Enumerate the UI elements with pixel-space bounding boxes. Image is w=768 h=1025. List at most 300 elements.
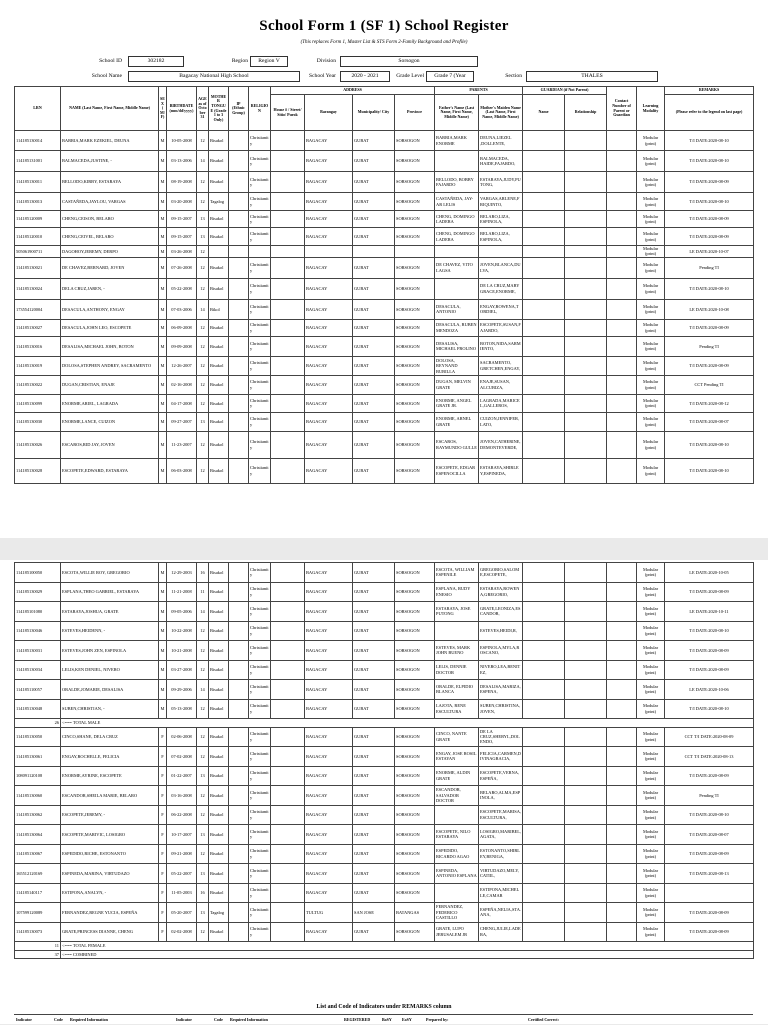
cell-learning-modality: Modular (print) [637,864,665,884]
cell-religion: Christianity [249,319,271,336]
cell-sex: M [159,299,167,319]
cell-religion: Christianity [249,394,271,412]
cell-remarks: T/I DATE:2020-08-07 [665,412,754,431]
cell-ip [229,844,249,864]
cell-remarks: T/I DATE:2020-08-07 [665,825,754,845]
cell-religion: Christianity [249,766,271,786]
cell-mother-tongue: Bisakol [209,602,229,622]
cell-mother-name: ESTARAYA,SHIRLEY,ESPINEDA, [479,458,523,483]
cell-sex: M [159,172,167,193]
cell-municipality: GUBAT [353,641,395,661]
table-row [15,825,754,845]
cell-mother-name: ESTONANTO,SHIRLEY,BENIGA, [479,844,523,864]
cell-religion: Christianity [249,805,271,825]
cell-municipality: GUBAT [353,680,395,700]
cell-house [271,431,305,458]
cell-municipality: GUBAT [353,699,395,719]
cell-house [271,193,305,211]
cell-barangay: BAGACAY [305,864,353,884]
register-rows-page-2 [15,563,754,959]
cell-relationship [565,621,607,641]
cell-municipality [353,246,395,258]
cell-birthdate: 05-22-2008 [167,278,197,299]
cell-age: 12 [197,641,209,661]
cell-father-name [435,278,479,299]
cell-name: ESCOPETE,JEREMY, - [61,805,159,825]
cell-birthdate: 09-21-2008 [167,844,197,864]
cell-lrn: 114185130013 [15,193,61,211]
cell-lrn: 114185130060 [15,786,61,806]
cell-sex: M [159,431,167,458]
cell-relationship [565,680,607,700]
cell-sex: M [159,412,167,431]
cell-relationship [565,825,607,845]
cell-guardian-name [523,257,565,278]
cell-ip [229,319,249,336]
cell-ip [229,458,249,483]
cell-age: 12 [197,727,209,747]
cell-mother-tongue: Bisakol [209,336,229,356]
cell-municipality: GUBAT [353,864,395,884]
cell-mother-tongue: Bisakol [209,922,229,942]
cell-remarks [665,883,754,903]
cell-birthdate: 10-21-2008 [167,641,197,661]
cell-guardian-name [523,699,565,719]
cell-sex: F [159,903,167,923]
cell-religion: Christianity [249,151,271,172]
indicators-title: List and Code of Indicators under REMARKS column [316,1004,452,1010]
cell-father-name: ESCOPETE, EDGAR ESPENOCILLA [435,458,479,483]
cell-mother-name: DESALISA,MARIZA,ESPENA, [479,680,523,700]
cell-religion: Christianity [249,641,271,661]
total-row [15,950,754,959]
cell-relationship [565,844,607,864]
cell-age: 12 [197,356,209,375]
cell-mother-tongue: Bisakol [209,319,229,336]
cell-birthdate: 09-27-2007 [167,412,197,431]
cell-name: CINCO,SHANE, DELA CRUZ [61,727,159,747]
cell-father-name: ESTEVES, MARK JOHN BUENO [435,641,479,661]
cell-lrn: 114185130022 [15,375,61,394]
cell-ip [229,680,249,700]
cell-house [271,394,305,412]
cell-name: CASTAÑEDA,JAYLOU, VARGAS [61,193,159,211]
cell-province: SORSOGON [395,375,435,394]
cell-ip [229,278,249,299]
cell-barangay: BAGACAY [305,356,353,375]
cell-learning-modality: Modular (print) [637,825,665,845]
grade-level-label: Grade Level [396,73,424,79]
table-row [15,582,754,602]
form-title: School Form 1 (SF 1) School Register [259,18,509,34]
table-row [15,131,754,151]
cell-ip [229,228,249,246]
cell-house [271,458,305,483]
cell-name: BELLODO,KIRBY, ESTARAYA [61,172,159,193]
cell-lrn: 114185130046 [15,621,61,641]
cell-name: DESACULA,ANTHONY, ENGAY [61,299,159,319]
cell-sex: M [159,131,167,151]
cell-guardian-name [523,641,565,661]
cell-house [271,228,305,246]
col-address: ADDRESS [271,87,435,95]
cell-mother-name: ESTARAYA,ROWENA,GREGORIO, [479,582,523,602]
cell-name: ESCOTA,WILLIE ROY, GREGORIO [61,563,159,583]
cell-ip [229,375,249,394]
cell-religion: Christianity [249,228,271,246]
cell-birthdate: 11-05-2003 [167,883,197,903]
cell-mother-tongue: Bisakol [209,394,229,412]
cell-house [271,278,305,299]
cell-religion: Christianity [249,356,271,375]
cell-municipality: GUBAT [353,356,395,375]
cell-lrn: 114185101080 [15,602,61,622]
cell-religion: Christianity [249,922,271,942]
cell-guardian-name [523,680,565,700]
cell-ip [229,660,249,680]
cell-mother-tongue: Bisakol [209,844,229,864]
region-label: Region [231,58,248,64]
cell-contact-number [607,641,637,661]
cell-remarks: T/I DATE:2020-08-10 [665,131,754,151]
cell-name: DOLOSA,STEPHEN ANDREY, SACRAMENTO [61,356,159,375]
cell-remarks: CCT T/I DATE:2020-08-09 [665,727,754,747]
cell-guardian-name [523,299,565,319]
cell-religion: Christianity [249,903,271,923]
cell-lrn: 114185130073 [15,922,61,942]
cell-birthdate: 08-19-2008 [167,172,197,193]
cell-birthdate: 12-26-2007 [167,356,197,375]
cell-municipality: GUBAT [353,883,395,903]
cell-relationship [565,883,607,903]
cell-birthdate: 06-09-2008 [167,319,197,336]
cell-province: SORSOGON [395,727,435,747]
cell-ip [229,336,249,356]
cell-sex: F [159,844,167,864]
cell-learning-modality: Modular (print) [637,582,665,602]
cell-contact-number [607,431,637,458]
cell-ip [229,825,249,845]
cell-learning-modality: Modular (print) [637,246,665,258]
cell-sex: M [159,319,167,336]
cell-name: CHENG,CEISON, BELARO [61,211,159,228]
cell-learning-modality: Modular (print) [637,563,665,583]
cell-guardian-name [523,602,565,622]
cell-name: ESPEDIDO,RICHE, ESTONANTO [61,844,159,864]
cell-father-name: ENORME, ARNEL GRATE [435,412,479,431]
cell-age: 12 [197,660,209,680]
cell-barangay: BAGACAY [305,336,353,356]
cell-remarks: T/I DATE:2020-08-10 [665,805,754,825]
cell-guardian-name [523,922,565,942]
total-label: <=== TOTAL FEMALE [61,942,754,951]
cell-province: SORSOGON [395,766,435,786]
cell-guardian-name [523,844,565,864]
cell-province: SORSOGON [395,864,435,884]
cell-age: 12 [197,193,209,211]
cell-learning-modality: Modular (print) [637,375,665,394]
cell-contact-number [607,922,637,942]
cell-name: ENGAY,ROCHELLE, FELICIA [61,747,159,767]
cell-municipality: GUBAT [353,563,395,583]
bosy-label: BoSY [382,1017,392,1022]
cell-learning-modality: Modular (print) [637,356,665,375]
cell-contact-number [607,680,637,700]
cell-house [271,582,305,602]
cell-religion: Christianity [249,412,271,431]
cell-relationship [565,766,607,786]
cell-mother-tongue: Bisakol [209,766,229,786]
cell-remarks: LE DATE:2020-10-11 [665,602,754,622]
cell-remarks: Pending TI [665,257,754,278]
cell-mother-name: NIVERO,LEA,BENITEZ, [479,660,523,680]
cell-lrn: 114185120010 [15,228,61,246]
cell-guardian-name [523,412,565,431]
cell-lrn: 114185130029 [15,582,61,602]
cell-relationship [565,864,607,884]
cell-mother-name: JOVEN,BLANCA,DULVA, [479,257,523,278]
cell-mother-name: CUIZON,JENNIFER,LATO, [479,412,523,431]
cell-house [271,747,305,767]
cell-father-name: FERNANDEZ, FEDERICO CASTILLO [435,903,479,923]
cell-name: ENORME,AYRINE, ESCOPETE [61,766,159,786]
cell-relationship [565,602,607,622]
cell-remarks: T/I DATE:2020-08-09 [665,922,754,942]
cell-remarks: CCT T/I DATE:2020-08-13 [665,747,754,767]
cell-municipality: GUBAT [353,257,395,278]
cell-sex: M [159,228,167,246]
cell-municipality: GUBAT [353,786,395,806]
cell-father-name: ESCAROS, RAYMUNDO GULLE [435,431,479,458]
cell-remarks: T/I DATE:2020-08-10 [665,699,754,719]
cell-name: FERNANDEZ,REGNE YUCIA, ESPEÑA [61,903,159,923]
cell-religion: Christianity [249,844,271,864]
cell-relationship [565,246,607,258]
cell-remarks: T/I DATE:2020-08-09 [665,356,754,375]
register-table [14,86,754,484]
col-lrn: LRN [15,87,61,131]
cell-religion [249,246,271,258]
cell-mother-name: LOSIGRO,MARIBEL,AGATA, [479,825,523,845]
cell-barangay: BAGACAY [305,680,353,700]
cell-municipality: GUBAT [353,278,395,299]
indicator-label-1: Indicator [16,1017,32,1022]
cell-province: SORSOGON [395,883,435,903]
cell-guardian-name [523,660,565,680]
cell-name: LELIS,KEN DENIEL, NIVERO [61,660,159,680]
cell-guardian-name [523,766,565,786]
cell-ip [229,766,249,786]
cell-mother-tongue [209,246,229,258]
cell-lrn: 114185130021 [15,257,61,278]
cell-father-name: LELIS, DENNIE DOCTOR [435,660,479,680]
table-row [15,922,754,942]
cell-lrn: 114185130067 [15,844,61,864]
cell-province: SORSOGON [395,319,435,336]
school-id-label: School ID [99,58,122,64]
col-barangay: Barangay [305,95,353,131]
cell-province: SORSOGON [395,660,435,680]
cell-mother-name [479,246,523,258]
cell-relationship [565,151,607,172]
cell-municipality: GUBAT [353,193,395,211]
cell-name: GRATE,PRINCESS DIANNE, CHENG [61,922,159,942]
cell-mother-tongue: Bisakol [209,228,229,246]
cell-barangay: BAGACAY [305,375,353,394]
cell-father-name: BELLODO, BOBBY FAJARDO [435,172,479,193]
cell-father-name: ESPINEDA, ANTONIO ESPLANA [435,864,479,884]
col-parents: PARENTS [435,87,523,95]
cell-ip [229,786,249,806]
cell-relationship [565,394,607,412]
cell-mother-tongue: Bisakol [209,864,229,884]
cell-sex: F [159,864,167,884]
cell-guardian-name [523,582,565,602]
cell-birthdate: 07-26-2008 [167,257,197,278]
cell-contact-number [607,228,637,246]
cell-house [271,602,305,622]
cell-contact-number [607,786,637,806]
cell-mother-name: BELARO,ALMA,ESPINOLA, [479,786,523,806]
cell-ip [229,602,249,622]
eosy-label: EoSY [402,1017,412,1022]
cell-ip [229,805,249,825]
table-row [15,211,754,228]
cell-contact-number [607,747,637,767]
cell-religion: Christianity [249,172,271,193]
cell-contact-number [607,621,637,641]
register-table-continued [14,562,754,959]
cell-mother-name: ESTIPONA,MICHELLE,CAMAR [479,883,523,903]
cell-relationship [565,172,607,193]
cell-age: 12 [197,131,209,151]
cell-birthdate: 09-15-2007 [167,228,197,246]
cell-sex: M [159,458,167,483]
cell-guardian-name [523,621,565,641]
cell-house [271,375,305,394]
cell-learning-modality: Modular (print) [637,602,665,622]
cell-name: ESCOPETE,MARIVIC, LOSIGRO [61,825,159,845]
cell-house [271,680,305,700]
cell-learning-modality: Modular (print) [637,319,665,336]
cell-barangay: BAGACAY [305,431,353,458]
cell-remarks: T/I DATE:2020-08-10 [665,151,754,172]
table-row [15,660,754,680]
cell-house [271,825,305,845]
cell-remarks: Pending TI [665,786,754,806]
school-year-value: 2020 - 2021 [340,71,390,82]
cell-barangay: BAGACAY [305,602,353,622]
table-row [15,766,754,786]
cell-municipality: GUBAT [353,336,395,356]
cell-learning-modality: Modular (print) [637,699,665,719]
cell-religion: Christianity [249,660,271,680]
cell-municipality: GUBAT [353,844,395,864]
cell-remarks: LE DATE:2020-10-05 [665,563,754,583]
cell-sex: F [159,805,167,825]
required-info-label-1: Required Information [70,1017,108,1022]
cell-guardian-name [523,356,565,375]
cell-mother-tongue: Bisakol [209,641,229,661]
cell-mother-name: VARGAS,ARLENE,FRIQUINTO, [479,193,523,211]
table-row [15,257,754,278]
cell-municipality: GUBAT [353,458,395,483]
cell-mother-tongue: Bisakol [209,727,229,747]
cell-sex: M [159,641,167,661]
cell-ip [229,412,249,431]
cell-province: SORSOGON [395,563,435,583]
cell-contact-number [607,699,637,719]
cell-house [271,246,305,258]
cell-remarks: T/I DATE:2020-08-09 [665,766,754,786]
cell-ip [229,621,249,641]
table-row [15,151,754,172]
cell-house [271,319,305,336]
table-row [15,844,754,864]
cell-relationship [565,211,607,228]
cell-remarks: Pending TI [665,336,754,356]
cell-religion: Christianity [249,193,271,211]
cell-house [271,257,305,278]
cell-birthdate: 12-29-2003 [167,563,197,583]
cell-house [271,883,305,903]
cell-province: SORSOGON [395,257,435,278]
cell-contact-number [607,375,637,394]
cell-age: 14 [197,680,209,700]
school-id-value: 302182 [128,56,184,67]
cell-mother-tongue: Bisakol [209,563,229,583]
cell-barangay: BAGACAY [305,844,353,864]
cell-house [271,131,305,151]
cell-sex: F [159,727,167,747]
cell-guardian-name [523,747,565,767]
cell-relationship [565,582,607,602]
code-label-2: Code [214,1017,223,1022]
cell-lrn: 114185130016 [15,336,61,356]
cell-sex: M [159,660,167,680]
cell-father-name [435,805,479,825]
cell-relationship [565,563,607,583]
school-year-label: School Year [308,73,336,79]
cell-father-name: DUGAN, MELVIN GRATE [435,375,479,394]
col-guardian: GUARDIAN (if Not Parent) [523,87,607,95]
cell-contact-number [607,394,637,412]
table-row [15,356,754,375]
cell-contact-number [607,299,637,319]
cell-barangay: BAGACAY [305,257,353,278]
cell-age: 11 [197,582,209,602]
cell-province: SORSOGON [395,825,435,845]
cell-mother-name: ESPEÑA,NELIA,STA.ANA, [479,903,523,923]
cell-mother-tongue: Bisakol [209,278,229,299]
col-age: AGE as of October 31 [197,87,209,131]
cell-name: ESTEVES,JOHN ZEN, ESPINOLA [61,641,159,661]
cell-age: 12 [197,458,209,483]
cell-contact-number [607,805,637,825]
cell-learning-modality: Modular (print) [637,641,665,661]
cell-contact-number [607,172,637,193]
col-remarks-sub: (Please refer to the legend on last page) [665,95,754,131]
cell-ip [229,699,249,719]
cell-religion: Christianity [249,458,271,483]
cell-birthdate: 11-21-2008 [167,582,197,602]
region-value: Region V [250,56,288,67]
cell-birthdate: 10-17-2007 [167,825,197,845]
cell-mother-name: BELARO,LIZA, ESPINOLA, [479,211,523,228]
cell-learning-modality: Modular (print) [637,172,665,193]
cell-age: 13 [197,412,209,431]
cell-name: ORALDE,JOMARIE, DESALISA [61,680,159,700]
